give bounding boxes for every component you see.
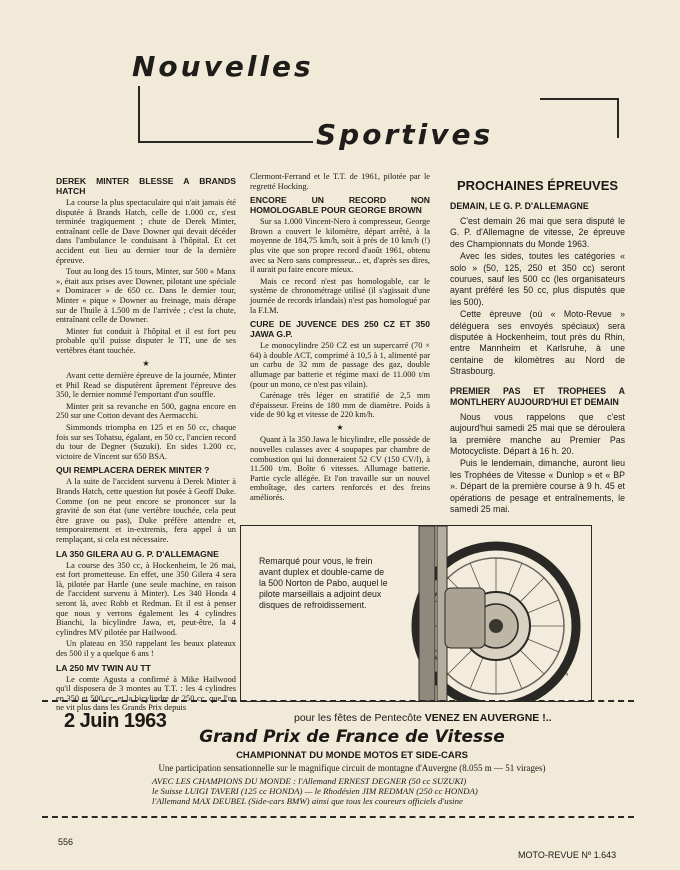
article-heading: CURE DE JUVENCE DES 250 CZ ET 350 JAWA G.P.: [250, 319, 430, 340]
gp-allemagne-subheading: DEMAIN, LE G. P. D'ALLEMAGNE: [450, 201, 589, 211]
article-paragraph: La course la plus spectaculaire qui n'ait jamais été disputée à Brands Hatch, celle de 1.000 cc, s'est terminée tragiquement ; chute de Derek Minter, entraînant celle de Dave Downer qui devait décéder dans l'ambulance le conduisant à l'hôpital. Et cet accident eut lieu au dernier tour de la dernière épreuve.: [56, 198, 236, 265]
title-rule-horizontal: [138, 141, 313, 143]
article-paragraph: Sur sa 1.000 Vincent-Nero à compresseur, George Brown a couvert le kilomètre, départ arrêté, à la moyenne de 184,75 km/h, soit à près de 10 km/h (!) plus vite que son propre record d'août 1961, obtenu avec sa Nero sans compresseur... et, d'après ses dires, il aurait pu faire encore mieux.: [250, 217, 430, 275]
article-paragraph: Minter fut conduit à l'hôpital et il est fort peu probable qu'il puisse disputer le TT, une de ses vertèbres étant touchée.: [56, 326, 236, 355]
article-paragraph: Puis le lendemain, dimanche, auront lieu les Trophées de Vitesse « Dunlop » et « BP ». Départ de la première course à 9 h. 45 et opérations de pesage et entraînements, le samedi 25 mai.: [450, 458, 625, 514]
article-column-1: [56, 172, 236, 715]
separator-star-icon: ★: [336, 422, 344, 432]
article-paragraph: A la suite de l'accident survenu à Derek Minter à Brands Hatch, cette question fut posée à Geoff Duke. Comme (on ne peut encore se prononcer sur la gravité de son état (une vertèbre touchée, cela peut être grave ou pas), Duke préfère attendre et, temporairement et in-extremis, fera appel à un remplaçant, si cela est nécessaire.: [56, 477, 236, 544]
article-paragraph: Le monocylindre 250 CZ est un supercarré (70 × 64) à double ACT, comprimé à 10,5 à 1, alimenté par un carbu de 32 mm de passage des gaz, double allumage par batterie et régime maxi de 11.000 t/m (pour un mono, ce n'est pas vilain).: [250, 341, 430, 389]
article-heading: LA 250 MV TWIN AU TT: [56, 662, 151, 673]
article-column-3: [450, 178, 625, 516]
banner-champions-line: le Suisse LUIGI TAVERI (125 cc HONDA) — le Rhodésien JIM REDMAN (250 cc HONDA): [152, 786, 478, 796]
article-paragraph: Avant cette dernière épreuve de la journée, Minter et Phil Read se disputèrent âprement l'épreuve des 350, le dernier nommé l'emportant d'un souffle.: [56, 371, 236, 400]
illustration-signature-icon: ✎: [563, 671, 569, 678]
title-rule-horizontal-right: [540, 98, 618, 100]
article-heading: QUI REMPLACERA DEREK MINTER ?: [56, 465, 210, 476]
article-paragraph: Nous vous rappelons que c'est aujourd'hui samedi 25 mai que se déroulera la première manche au Premier Pas Motocycliste. Départ à 16 h. 20.: [450, 411, 625, 456]
banner-venez: [294, 712, 552, 724]
banner-border-top: [42, 700, 634, 702]
article-paragraph: Simmonds triompha en 125 et en 50 cc, chaque fois sur ses Tohatsu, égalant, en 50 cc, l'ancien record du tour de Degner (Suzuki). En sides 1.200 cc, victoire de Vincent sur 650 BSA.: [56, 423, 236, 461]
banner-championnat: CHAMPIONNAT DU MONDE MOTOS ET SIDE-CARS: [236, 750, 468, 761]
magazine-issue: MOTO-REVUE Nº 1.643: [518, 850, 617, 860]
article-paragraph: Minter prit sa revanche en 500, gagna encore en 250 sur une Cotton devant des Aermacchi.: [56, 401, 236, 421]
prochaines-epreuves-heading: PROCHAINES ÉPREUVES: [456, 178, 619, 193]
article-paragraph: C'est demain 26 mai que sera disputé le G. P. d'Allemagne de vitesse, 2e épreuve des Championnats du Monde 1963.: [450, 216, 625, 249]
banner-champions-list: [152, 776, 572, 806]
title-nouvelles: Nouvelles: [132, 50, 314, 83]
article-heading: ENCORE UN RECORD NON HOMOLOGABLE POUR GEORGE BROWN: [250, 195, 430, 216]
title-rule-vertical-right: [617, 98, 619, 138]
article-paragraph: La course des 350 cc, à Hockenheim, le 26 mai, est fort prometteuse. En effet, une 350 Gilera 4 sera là, pilotée par Hartle (une seule machine, en raison de l'accident survenu à Minter). Les 340 Honda 4 seront là, avec Robb et Redman. Et il est à penser que nous y verrons également les 4 cylindres Bianchi, la bicylindre Jawa, et, peut-être, la 4 cylindres MV pilotée par Hailwood.: [56, 560, 236, 637]
article-paragraph: Tout au long des 15 tours, Minter, sur 500 « Manx », était aux prises avec Downer, pilotant une spéciale « Domiracer » de 650 cc. Dans le dernier tour, Minter « pique » Downer au freinage, mais dérape sur de l'huile à 1.500 m de l'arrivée ; c'est la chute, entraînant celle de Downer.: [56, 267, 236, 325]
article-paragraph: Cette épreuve (où « Moto-Revue » déléguera ses envoyés spéciaux) sera disputée à Hockenheim, tout près du Rhin, entre Mannheim et Karlsruhe, à une centaine de kilomètres au Nord de Strasbourg.: [450, 309, 625, 377]
article-heading: DEREK MINTER BLESSE A BRANDS HATCH: [56, 176, 236, 196]
banner-gp-title: Grand Prix de France de Vitesse: [199, 727, 505, 747]
article-paragraph: Le comte Agusta a confirmé à Mike Hailwood qu'il disposera de 3 montes au T.T. : les 4 cylindres en 350 et 500 cc, et la bicylindre de 250 cc, que l'on ne vit plus dans les Grands Prix depuis: [56, 674, 236, 713]
montlhery-subheading: PREMIER PAS ET TROPHEES A MONTLHERY AUJOURD'HUI ET DEMAIN: [450, 385, 625, 407]
article-column-2: [250, 172, 430, 505]
article-paragraph: Mais ce record n'est pas homologable, car le système de chronométrage utilisé (il s'agissait d'une journée de records irlandais) n'est pas homologué par la F.I.M.: [250, 276, 430, 315]
banner-champions-line: l'Allemand MAX DEUBEL (Side-cars BMW) ainsi que tous les coureurs officiels d'usine: [152, 796, 463, 806]
photo-caption: Remarqué pour vous, le frein avant duplex et double-came de la 500 Norton de Pabo, auquel le pilote marseillais a adjoint deux disques de refroidissement.: [259, 556, 388, 610]
advert-banner: [42, 700, 634, 818]
banner-venez-pre: pour les fêtes de Pentecôte: [294, 712, 422, 724]
photo-brake: [240, 525, 592, 702]
banner-venez-bold: VENEZ EN AUVERGNE !..: [424, 712, 552, 724]
title-sportives: Sportives: [316, 118, 494, 151]
motorcycle-wheel-illustration: [241, 526, 591, 701]
banner-border-bottom: [42, 816, 634, 818]
separator-star-icon: ★: [142, 358, 150, 368]
article-paragraph: Avec les sides, toutes les catégories « solo » (50, 125, 250 et 350 cc) seront courues, sauf les 500 cc (les organisateurs ayant préféré les 50 cc, plus disputés que les 500).: [450, 251, 625, 307]
article-paragraph: Carénage très léger en stratifié de 2,5 mm d'épaisseur. Freins de 180 mm de diamètre. Poids à vide de 90 kg et vitesse de 220 km/h.: [250, 391, 430, 420]
banner-date: 2 Juin 1963: [64, 710, 167, 732]
page-number: 556: [58, 837, 74, 847]
article-paragraph: Clermont-Ferrand et le T.T. de 1961, pilotée par le regretté Hocking.: [250, 172, 430, 191]
article-heading: LA 350 GILERA AU G. P. D'ALLEMAGNE: [56, 548, 219, 559]
title-rule-vertical: [138, 86, 140, 142]
article-paragraph: Un plateau en 350 rappelant les beaux plateaux des 500 il y a quelque 6 ans !: [56, 639, 236, 658]
banner-champions-line: AVEC LES CHAMPIONS DU MONDE : l'Allemand ERNEST DEGNER (50 cc SUZUKI): [152, 776, 467, 786]
article-paragraph: Quant à la 350 Jawa le bicylindre, elle possède de nouvelles culasses avec 4 soupapes par chambre de combustion qui lui donneraient 52 CV (150 CV/l), à 11.500 t/m. Boîte 6 vitesses. Allumage batterie. Partie cycle allégée. Et l'on travaille sur un nouvel emboîtage, des carters renforcés et des freins améliorés.: [250, 435, 430, 503]
banner-participation: Une participation sensationnelle sur le magnifique circuit de montagne d'Auvergne (8.055 m — 51 virages): [158, 763, 546, 773]
